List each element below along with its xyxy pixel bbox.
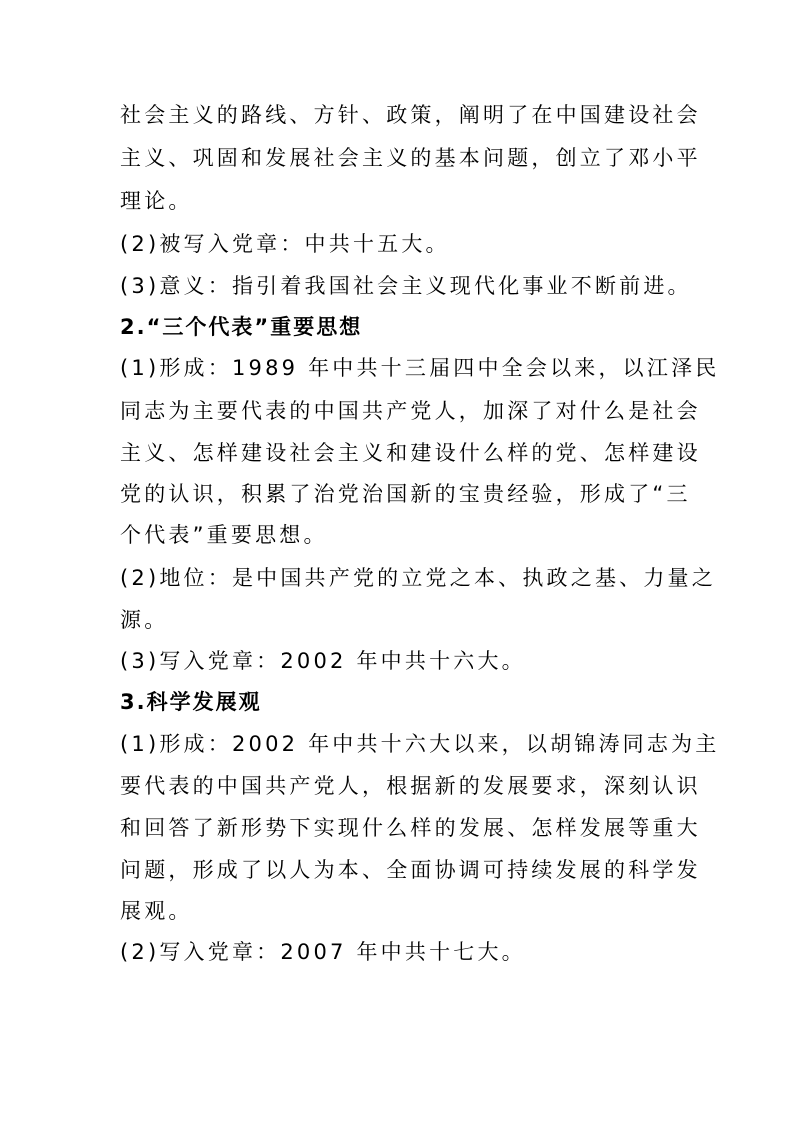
scientific-development-heading: 3.科学发展观 (120, 690, 262, 714)
deng-theory-significance: (3)意义：指引着我国社会主义现代化事业不断前进。 (120, 274, 692, 298)
three-represents-charter: (3)写入党章：2002 年中共十六大。 (120, 649, 526, 673)
three-represents-formation-line-5: 个代表”重要思想。 (120, 523, 328, 547)
scientific-development-formation-line-1: (1)形成：2002 年中共十六大以来，以胡锦涛同志为主 (120, 732, 720, 756)
three-represents-formation-line-1: (1)形成：1989 年中共十三届四中全会以来，以江泽民 (120, 356, 720, 380)
three-represents-heading: 2.“三个代表”重要思想 (120, 315, 363, 339)
three-represents-status-line-1: (2)地位：是中国共产党的立党之本、执政之基、力量之 (120, 566, 716, 590)
three-represents-formation-line-2: 同志为主要代表的中国共产党人，加深了对什么是社会 (120, 399, 701, 423)
scientific-development-formation-line-2: 要代表的中国共产党人，根据新的发展要求，深刻认识 (120, 774, 701, 798)
deng-theory-formation-line-3: 理论。 (120, 189, 193, 213)
three-represents-formation-line-3: 主义、怎样建设社会主义和建设什么样的党、怎样建设 (120, 441, 701, 465)
deng-theory-formation-line-2: 主义、巩固和发展社会主义的基本问题，创立了邓小平 (120, 146, 701, 170)
scientific-development-formation-line-4: 问题，形成了以人为本、全面协调可持续发展的科学发 (120, 858, 701, 882)
three-represents-status-line-2: 源。 (120, 608, 169, 632)
deng-theory-formation-line-1: 社会主义的路线、方针、政策，阐明了在中国建设社会 (120, 103, 701, 127)
scientific-development-charter: (2)写入党章：2007 年中共十七大。 (120, 940, 526, 964)
scientific-development-formation-line-3: 和回答了新形势下实现什么样的发展、怎样发展等重大 (120, 816, 701, 840)
deng-theory-charter: (2)被写入党章：中共十五大。 (120, 232, 450, 256)
three-represents-formation-line-4: 党的认识，积累了治党治国新的宝贵经验，形成了“三 (120, 482, 691, 506)
scientific-development-formation-line-5: 展观。 (120, 899, 193, 923)
